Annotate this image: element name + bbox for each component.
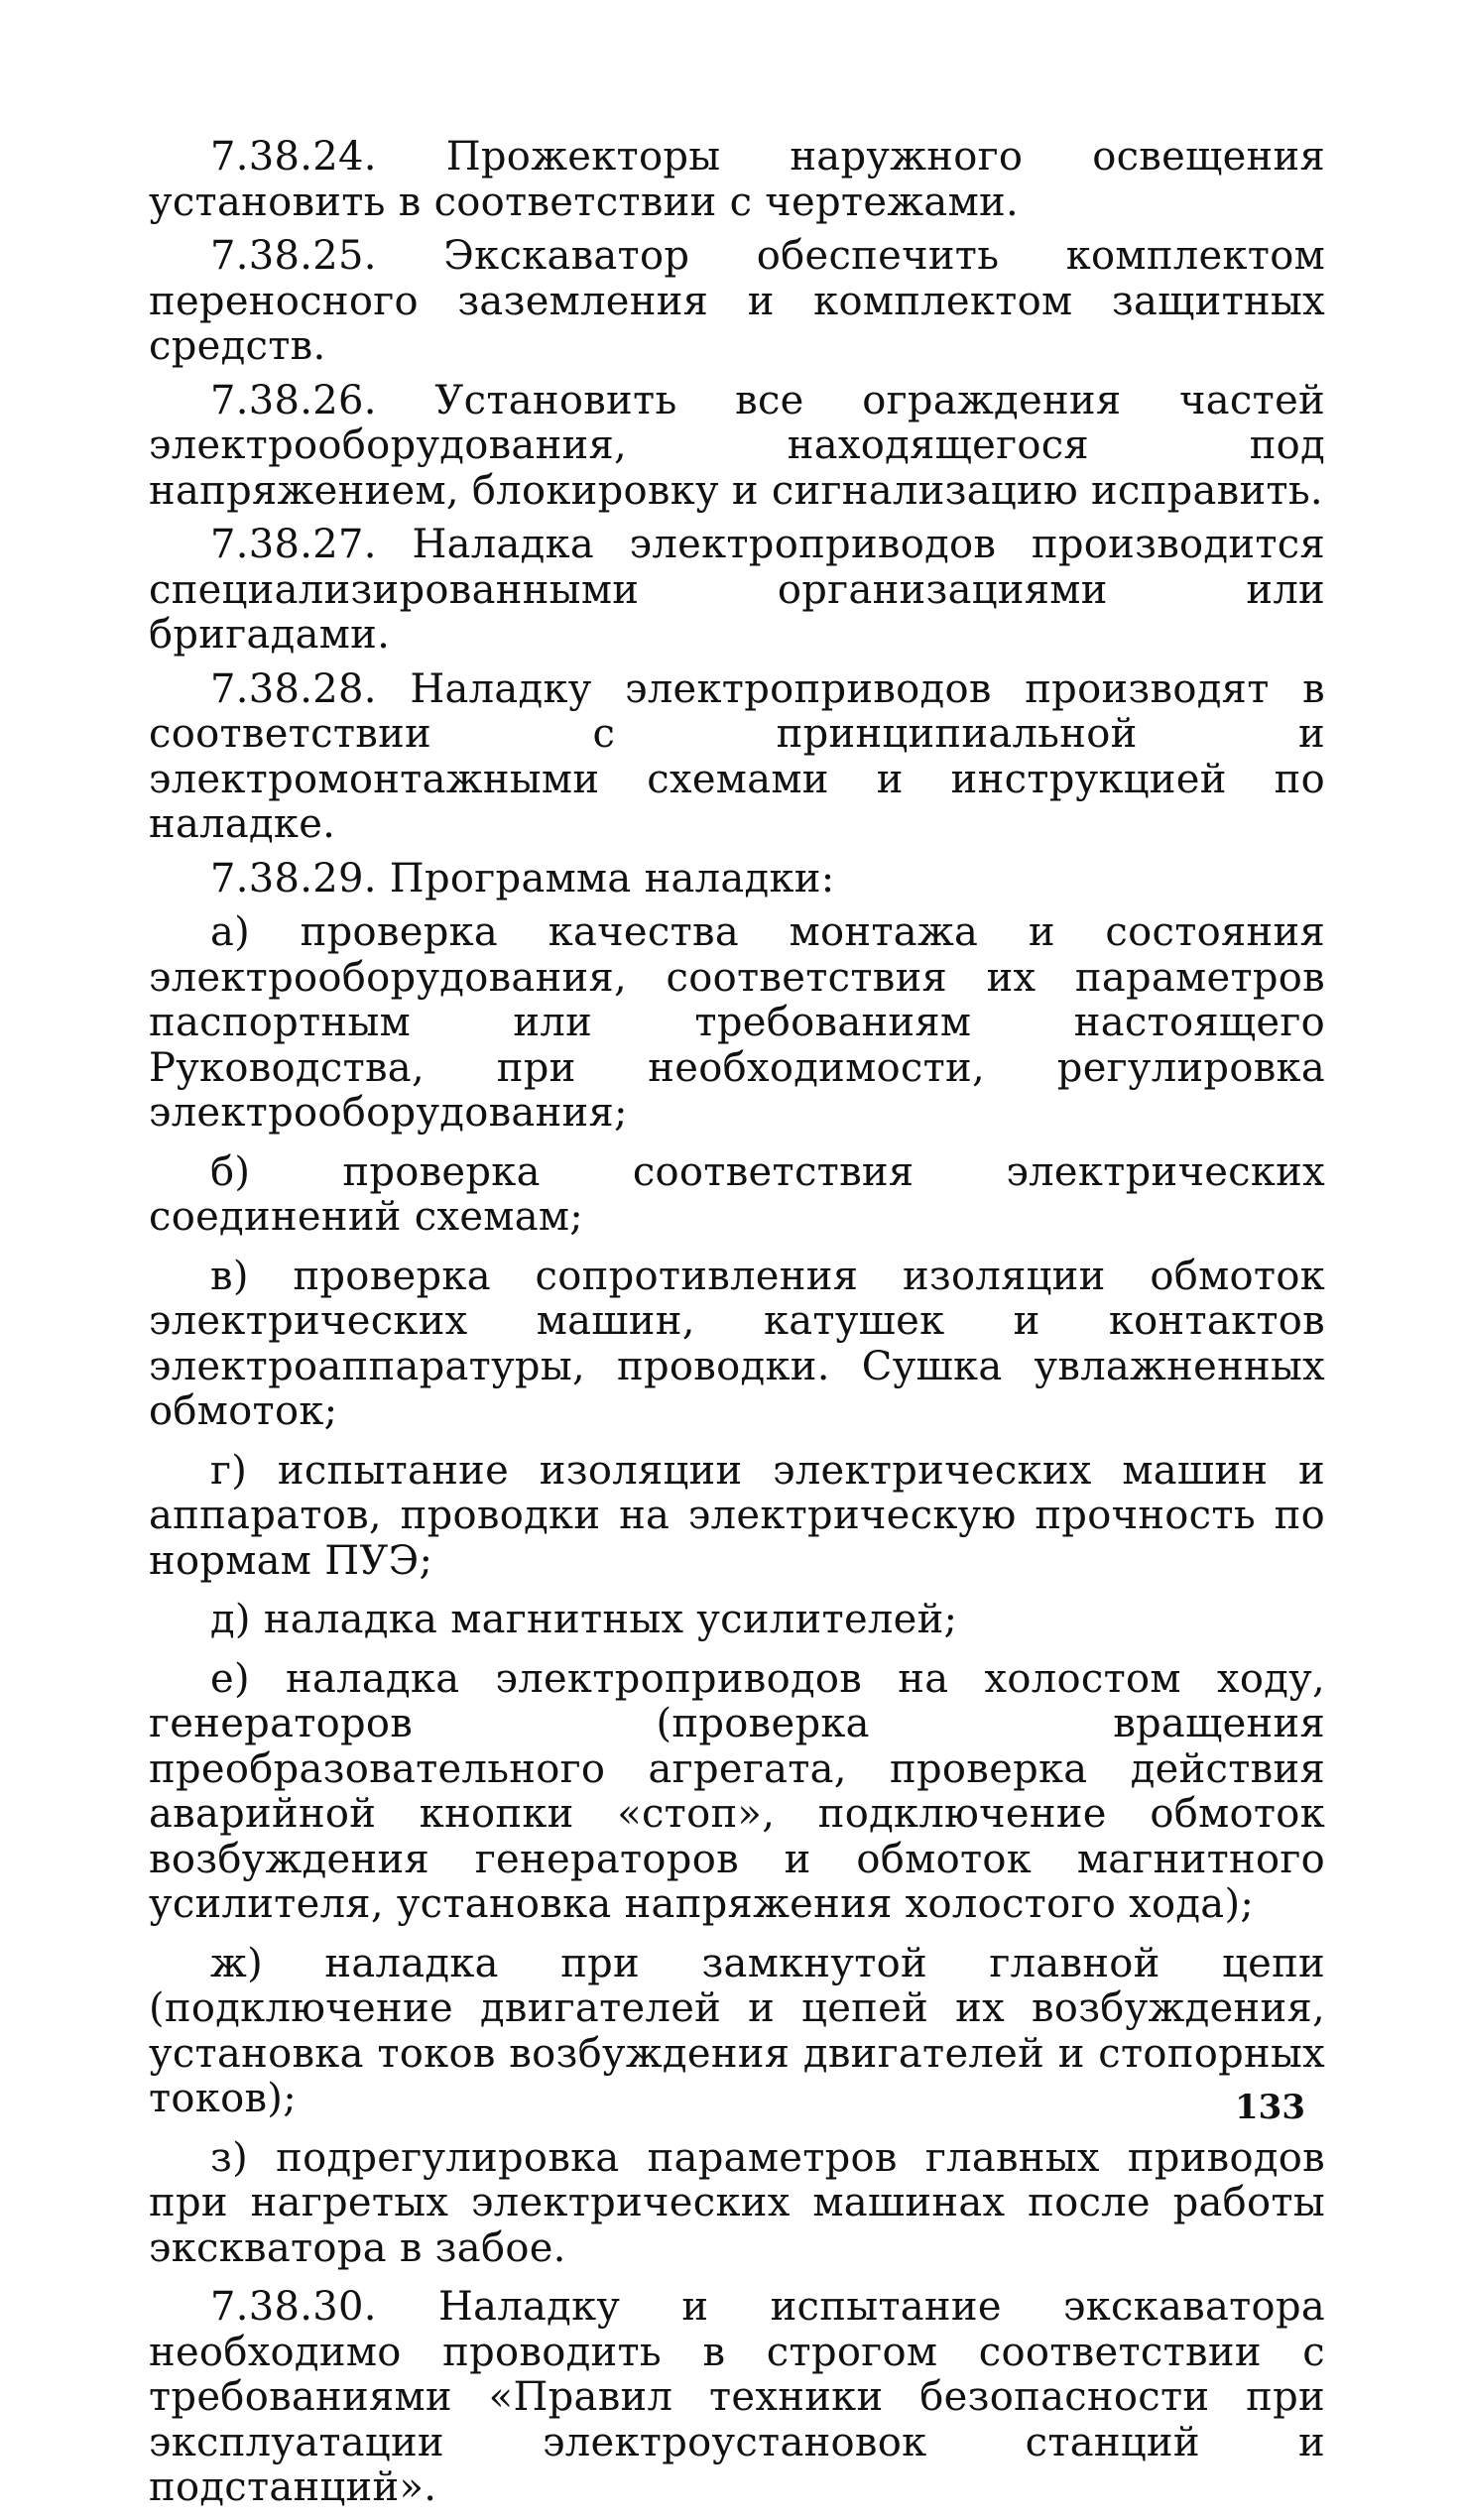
list-item-zh: ж) наладка при замкнутой главной цепи (подключение двигателей и цепей их возбуждения, установка токов возбуждения двигателей и стопорных токов); bbox=[149, 1940, 1325, 2121]
list-item-z: з) подрегулировка параметров главных приводов при нагретых электрических машинах после работы экскватора в забое. bbox=[149, 2134, 1325, 2271]
list-item-g: г) испытание изоляции электрических машин и аппаратов, проводки на электрическую прочность по нормам ПУЭ; bbox=[149, 1447, 1325, 1584]
paragraph-7-38-29: 7.38.29. Программа наладки: bbox=[210, 855, 835, 901]
paragraph-7-38-26: 7.38.26. Установить все ограждения частей электрооборудования, находящегося под напряжением, блокировку и сигнализацию исправить. bbox=[149, 377, 1325, 514]
list-item-v: в) проверка сопротивления изоляции обмоток электрических машин, катушек и контактов электроаппаратуры, проводки. Сушка увлажненных обмоток; bbox=[149, 1253, 1325, 1434]
page-number: 133 bbox=[1235, 2088, 1305, 2127]
paragraph-7-38-25: 7.38.25. Экскаватор обеспечить комплектом переносного заземления и комплектом защитных средств. bbox=[149, 233, 1325, 369]
list-item-d: д) наладка магнитных усилителей; bbox=[210, 1597, 958, 1642]
paragraph-7-38-24: 7.38.24. Прожекторы наружного освещения установить в соответствии с чертежами. bbox=[149, 134, 1325, 225]
list-item-e: е) наладка электроприводов на холостом ходу, генераторов (проверка вращения преобразовательного агрегата, проверка действия аварийной кнопки «стоп», подключение обмоток возбуждения генераторов и обмоток магнитного усилителя, установка напряжения холостого хода); bbox=[149, 1655, 1325, 1927]
body-text bbox=[149, 135, 1325, 2520]
list-item-b: б) проверка соответствия электрических соединений схемам; bbox=[149, 1148, 1325, 1240]
paragraph-7-38-28: 7.38.28. Наладку электроприводов производят в соответствии с принципиальной и электромонтажными схемами и инструкцией по наладке. bbox=[149, 665, 1325, 847]
paragraph-7-38-30: 7.38.30. Наладку и испытание экскаватора необходимо проводить в строгом соответствии с требованиями «Правил техники безопасности при эксплуатации электроустановок станций и подстанций». bbox=[149, 2284, 1325, 2510]
list-item-a: а) проверка качества монтажа и состояния электрооборудования, соответствия их параметров паспортным или требованиям настоящего Руководства, при необходимости, регулировка электрооборудования; bbox=[149, 909, 1325, 1136]
paragraph-7-38-27: 7.38.27. Наладка электроприводов производится специализированными организациями или бригадами. bbox=[149, 522, 1325, 658]
